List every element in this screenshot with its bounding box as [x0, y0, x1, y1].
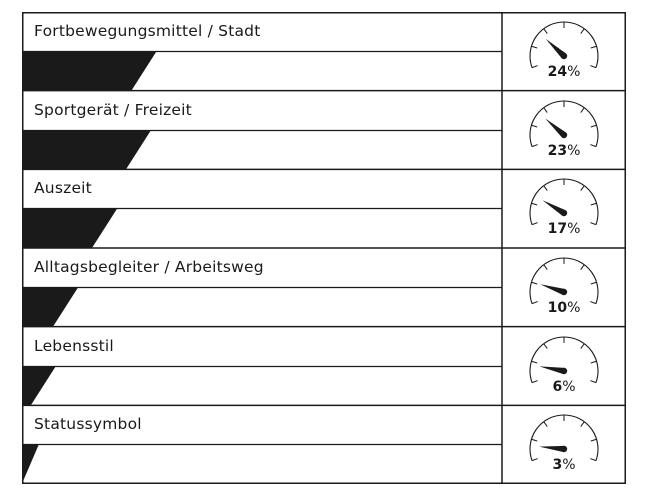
- gauge-tick: [531, 125, 537, 127]
- gauge-tick: [531, 440, 537, 442]
- bar: [22, 130, 151, 169]
- value-label: [502, 379, 626, 395]
- gauge-tick: [591, 361, 597, 363]
- gauge-tick: [531, 204, 537, 206]
- gauge-tick: [544, 107, 548, 112]
- bar: [22, 288, 78, 327]
- gauge-tick: [544, 343, 548, 348]
- table-row: [22, 169, 626, 248]
- value-label: [502, 457, 626, 473]
- gauge-tick: [531, 282, 537, 284]
- gauge-tick: [544, 422, 548, 427]
- category-label: Lebensstil: [34, 336, 114, 355]
- gauge-hub: [561, 210, 567, 216]
- value-unit: %: [567, 300, 581, 316]
- gauge-tick: [531, 361, 537, 363]
- gauge-arc: [530, 258, 598, 304]
- gauge-arc: [530, 415, 598, 461]
- value-unit: %: [562, 457, 576, 474]
- value-label: [502, 300, 626, 316]
- gauge-icon: [524, 333, 604, 383]
- gauge-arc: [530, 101, 598, 147]
- value-label: [502, 143, 626, 159]
- gauge-icon: [524, 175, 604, 225]
- bar-area: [22, 91, 502, 170]
- category-label: Alltagsbegleiter / Arbeitsweg: [34, 258, 264, 276]
- gauge-tick: [591, 125, 597, 127]
- gauge-arc: [530, 179, 598, 225]
- category-label: Sportgerät / Freizeit: [34, 100, 192, 119]
- bar: [22, 445, 39, 484]
- gauge-hub: [561, 446, 567, 452]
- bar-area: [22, 169, 502, 248]
- gauge-tick: [544, 265, 548, 270]
- bar-area: [22, 248, 502, 327]
- gauge-icon: [524, 254, 604, 304]
- chart: [22, 12, 626, 484]
- category-label: Auszeit: [34, 179, 92, 198]
- gauge-icon: [524, 411, 604, 461]
- gauge-icon: [524, 18, 604, 68]
- gauge-tick: [581, 343, 585, 348]
- table-row: [22, 405, 626, 484]
- gauge-arc: [530, 337, 598, 383]
- gauge-tick: [581, 265, 585, 270]
- gauge-tick: [591, 204, 597, 206]
- table-row: [22, 12, 626, 91]
- gauge-tick: [544, 29, 548, 34]
- value-number: 6: [552, 378, 563, 395]
- value-number: 10: [547, 300, 568, 316]
- gauge-hub: [561, 289, 567, 295]
- gauge-hub: [561, 367, 567, 373]
- gauge-tick: [581, 422, 585, 427]
- gauge-hub: [561, 131, 567, 137]
- gauge-arc: [530, 22, 598, 68]
- gauge-icon: [524, 97, 604, 147]
- value-unit: %: [562, 378, 576, 395]
- gauge-needle: [539, 446, 564, 452]
- table-row: [22, 327, 626, 406]
- bar: [22, 52, 156, 91]
- gauge-tick: [581, 107, 585, 112]
- gauge-needle: [539, 366, 564, 374]
- bar-area: [22, 405, 502, 484]
- table-row: [22, 248, 626, 327]
- gauge-tick: [544, 186, 548, 191]
- gauge-tick: [581, 186, 585, 191]
- value-number: 24: [547, 64, 568, 80]
- gauge-tick: [591, 282, 597, 284]
- bar: [22, 366, 56, 405]
- gauge-tick: [581, 29, 585, 34]
- category-label: Fortbewegungsmittel / Stadt: [34, 22, 261, 40]
- gauge-tick: [531, 46, 537, 48]
- bar-area: [22, 12, 502, 91]
- value-unit: %: [567, 142, 581, 159]
- bar: [22, 209, 117, 248]
- category-label: Statussymbol: [34, 415, 142, 434]
- value-unit: %: [567, 221, 581, 238]
- gauge-tick: [591, 46, 597, 48]
- value-label: [502, 221, 626, 237]
- gauge-tick: [591, 440, 597, 442]
- value-number: 17: [547, 221, 568, 238]
- table-row: [22, 91, 626, 170]
- value-label: [502, 64, 626, 80]
- value-number: 23: [547, 142, 568, 159]
- gauge-hub: [561, 53, 567, 59]
- value-number: 3: [552, 457, 563, 474]
- value-unit: %: [567, 64, 581, 80]
- bar-area: [22, 327, 502, 406]
